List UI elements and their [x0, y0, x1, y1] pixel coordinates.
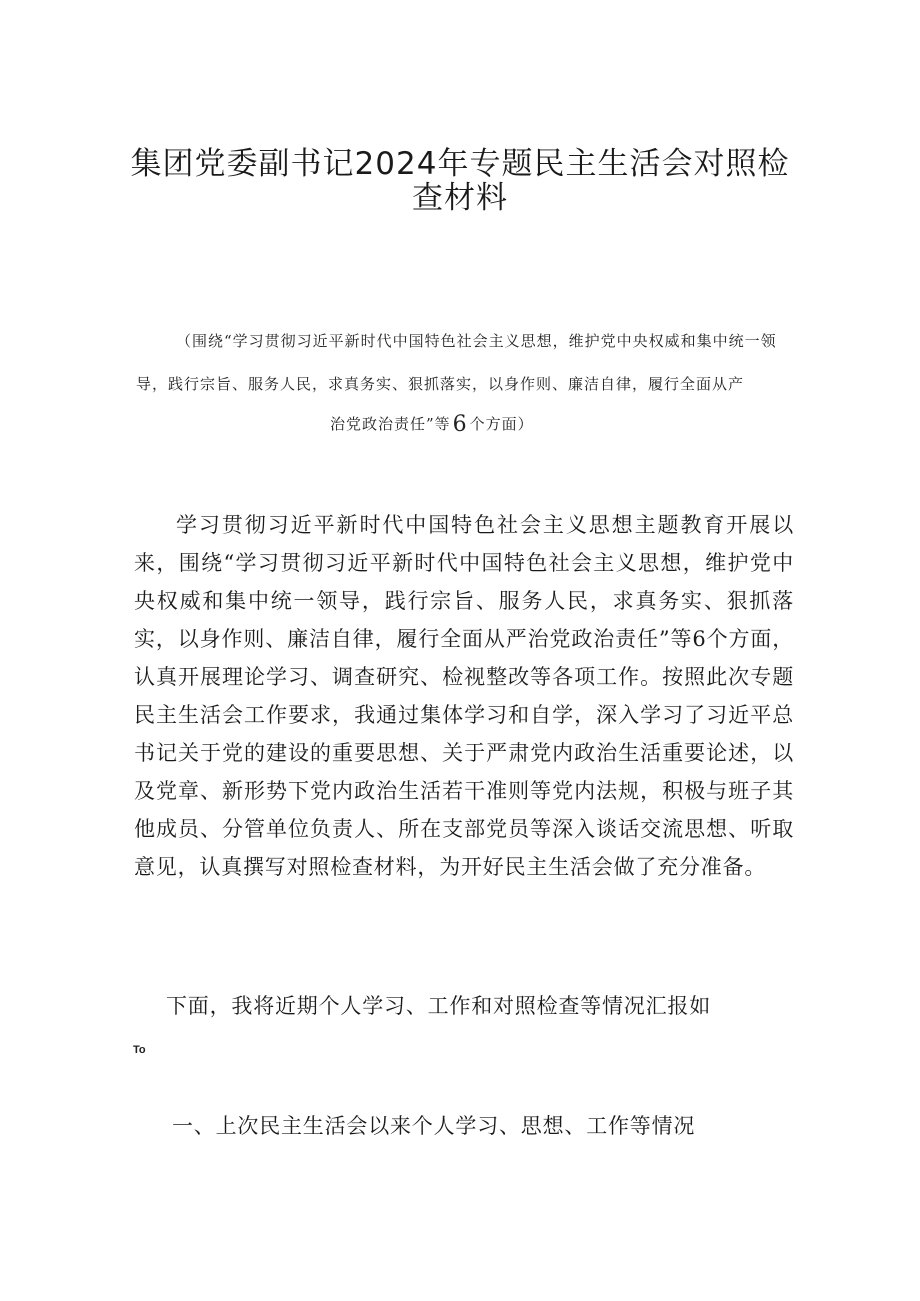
body-paragraph-2: 下面，我将近期个人学习、工作和对照检查等情况汇报如	[166, 994, 711, 1018]
subtitle-line-2: 导，践行宗旨、服务人民，求真务实、狠抓落实，以身作则、廉洁自律，履行全面从产	[136, 375, 745, 393]
subtitle-line-3-pre: 治党政治责任”等	[330, 415, 451, 433]
subtitle-line-3-post: 个方面）	[469, 415, 534, 433]
body-paragraph-2-tail: To	[133, 1044, 146, 1056]
subtitle-line-3	[330, 412, 534, 437]
document-title-line-1: 集团党委副书记2024年专题民主生活会对照检	[130, 146, 790, 182]
document-title-line-2: 查材料	[412, 180, 508, 216]
subtitle-line-3-number: 6	[452, 412, 468, 437]
subtitle-line-1: （围绕“学习贯彻习近平新时代中国特色社会主义思想，维护党中央权威和集中统一领	[176, 332, 777, 350]
section-heading-1: 一、上次民主生活会以来个人学习、思想、工作等情况	[172, 1114, 696, 1138]
body-paragraph-1: 学习贯彻习近平新时代中国特色社会主义思想主题教育开展以来，围绕“学习贯彻习近平新时代中国特色社会主义思想，维护党中央权威和集中统一领导，践行宗旨、服务人民，求真务实、狠抓落实，以身作则、廉洁自律，履行全面从严治党政治责任”等6个方面，认真开展理论学习、调查研究、检视整改等各项工作。按照此次专题民主生活会工作要求，我通过集体学习和自学，深入学习了习近平总书记关于党的建设的重要思想、关于严肃党内政治生活重要论述，以及党章、新形势下党内政治生活若干准则等党内法规，积极与班子其他成员、分管单位负责人、所在支部党员等深入谈话交流思想、听取意见，认真撰写对照检查材料，为开好民主生活会做了充分准备。	[134, 513, 794, 879]
